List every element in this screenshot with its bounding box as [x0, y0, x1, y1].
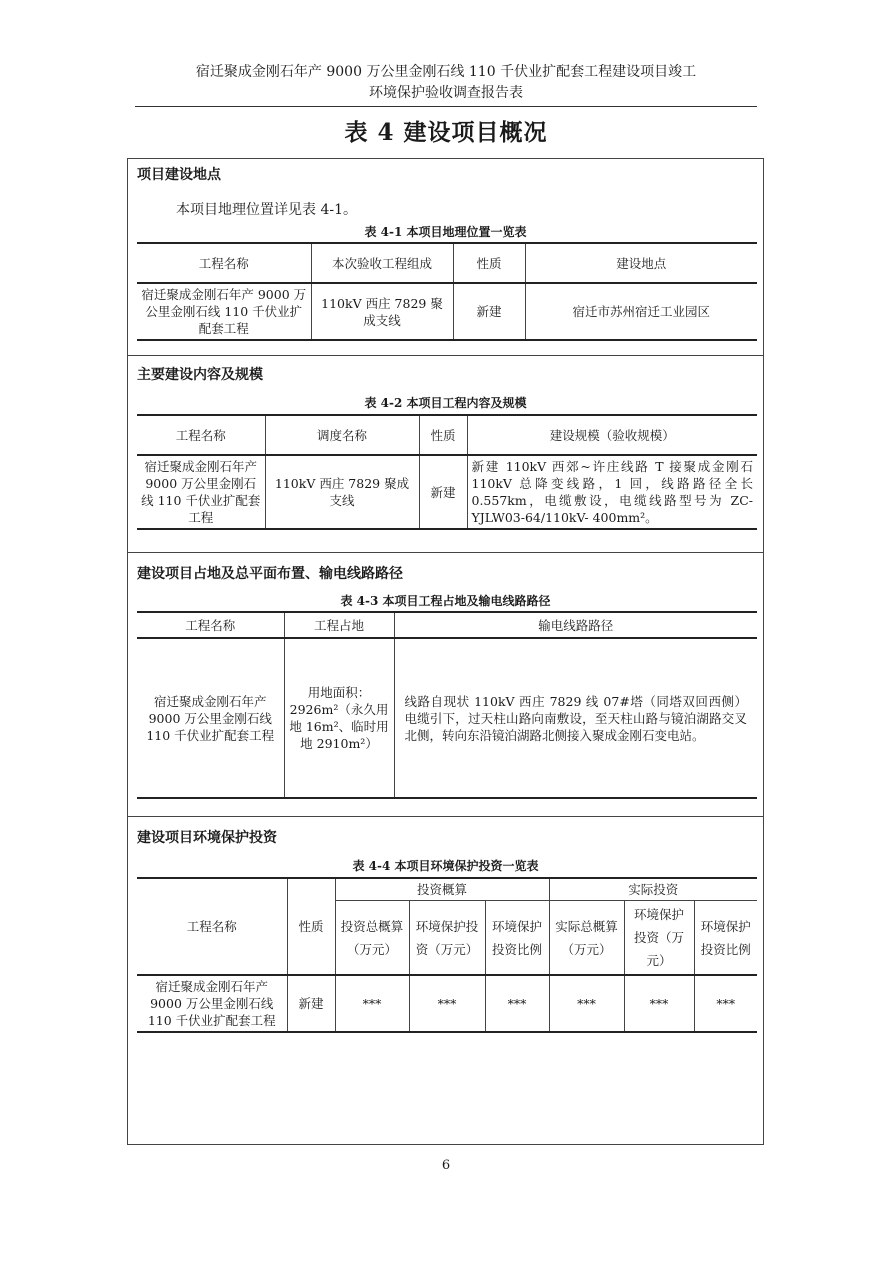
table-cell: 宿迁聚成金刚石年产 9000 万公里金刚石线 110 千伏业扩配套工程	[137, 975, 287, 1032]
section-investment	[128, 816, 763, 1144]
section-heading: 项目建设地点	[137, 167, 221, 183]
col-header: 输电线路路径	[394, 612, 757, 638]
report-header	[135, 62, 757, 104]
table-cell: 宿迁聚成金刚石年产 9000 万公里金刚石线 110 千伏业扩配套工程	[137, 455, 265, 529]
section-heading: 建设项目环境保护投资	[137, 830, 277, 846]
sub-header: 环境保护投资（万元）	[409, 901, 485, 976]
table-cell: ***	[549, 975, 624, 1032]
table-caption: 表 4-3 本项目工程占地及输电线路路径	[340, 594, 551, 608]
table-cell: 新建	[419, 455, 467, 529]
col-header: 工程名称	[137, 612, 284, 638]
table-cell: ***	[624, 975, 694, 1032]
col-header: 本次验收工程组成	[311, 243, 453, 283]
table-cell: 宿迁聚成金刚石年产 9000 万公里金刚石线 110 千伏业扩配套工程	[137, 283, 311, 340]
col-header: 工程名称	[137, 878, 287, 975]
table-cell: 新建	[453, 283, 525, 340]
overview-frame	[127, 158, 764, 1145]
section-scale	[128, 355, 763, 552]
table-caption: 表 4-4 本项目环境保护投资一览表	[352, 859, 539, 873]
header-rule	[135, 106, 757, 107]
sub-header: 投资总概算（万元）	[335, 901, 409, 976]
header-line-1: 宿迁聚成金刚石年产 9000 万公里金刚石线 110 千伏业扩配套工程建设项目竣工	[195, 64, 697, 80]
section-route	[128, 552, 763, 816]
col-header: 工程名称	[137, 415, 265, 455]
table-caption: 表 4-2 本项目工程内容及规模	[364, 396, 527, 410]
sub-header: 环境保护投资比例	[485, 901, 549, 976]
table-cell: 用地面积：2926m²（永久用地 16m²、临时用地 2910m²）	[284, 638, 394, 798]
section-heading: 建设项目占地及总平面布置、输电线路路径	[137, 566, 403, 582]
col-header: 工程名称	[137, 243, 311, 283]
col-header: 工程占地	[284, 612, 394, 638]
header-line-2: 环境保护验收调查报告表	[369, 85, 523, 101]
sub-header: 实际总概算（万元）	[549, 901, 624, 976]
col-header: 调度名称	[265, 415, 419, 455]
route-table	[137, 611, 757, 799]
table-cell: 新建	[287, 975, 335, 1032]
table-cell: 110kV 西庄 7829 聚成支线	[311, 283, 453, 340]
group-header: 实际投资	[549, 878, 757, 901]
investment-table	[137, 877, 757, 1033]
table-cell: ***	[409, 975, 485, 1032]
page-title: 表 4 建设项目概况	[344, 119, 548, 146]
table-cell: 线路自现状 110kV 西庄 7829 线 07#塔（同塔双回西侧）电缆引下，过天柱山路向南敷设，至天柱山路与镜泊湖路交叉北侧，转向东沿镜泊湖路北侧接入聚成金刚石变电站。	[394, 638, 757, 798]
table-cell: 110kV 西庄 7829 聚成支线	[265, 455, 419, 529]
section-paragraph: 本项目地理位置详见表 4-1。	[176, 202, 357, 218]
table-caption: 表 4-1 本项目地理位置一览表	[364, 225, 527, 239]
col-header: 性质	[419, 415, 467, 455]
col-header: 性质	[453, 243, 525, 283]
col-header: 性质	[287, 878, 335, 975]
section-location	[128, 159, 763, 355]
sub-header: 环境保护投资（万元）	[624, 901, 694, 976]
sub-header: 环境保护投资比例	[694, 901, 757, 976]
col-header: 建设规模（验收规模）	[467, 415, 757, 455]
table-cell: 宿迁市苏州宿迁工业园区	[525, 283, 757, 340]
table-cell: 新建 110kV 西郊~许庄线路 T 接聚成金刚石 110kV 总降变线路，1 回，线路路径全长 0.557km，电缆敷设，电缆线路型号为 ZC-YJLW03-64/110kV- 400mm²。	[467, 455, 757, 529]
table-cell: 宿迁聚成金刚石年产 9000 万公里金刚石线 110 千伏业扩配套工程	[137, 638, 284, 798]
col-header: 建设地点	[525, 243, 757, 283]
table-cell: ***	[694, 975, 757, 1032]
location-table	[137, 242, 757, 341]
table-cell: ***	[335, 975, 409, 1032]
page-number: 6	[441, 1158, 451, 1173]
table-cell: ***	[485, 975, 549, 1032]
section-heading: 主要建设内容及规模	[137, 367, 263, 383]
scale-table	[137, 414, 757, 530]
group-header: 投资概算	[335, 878, 549, 901]
